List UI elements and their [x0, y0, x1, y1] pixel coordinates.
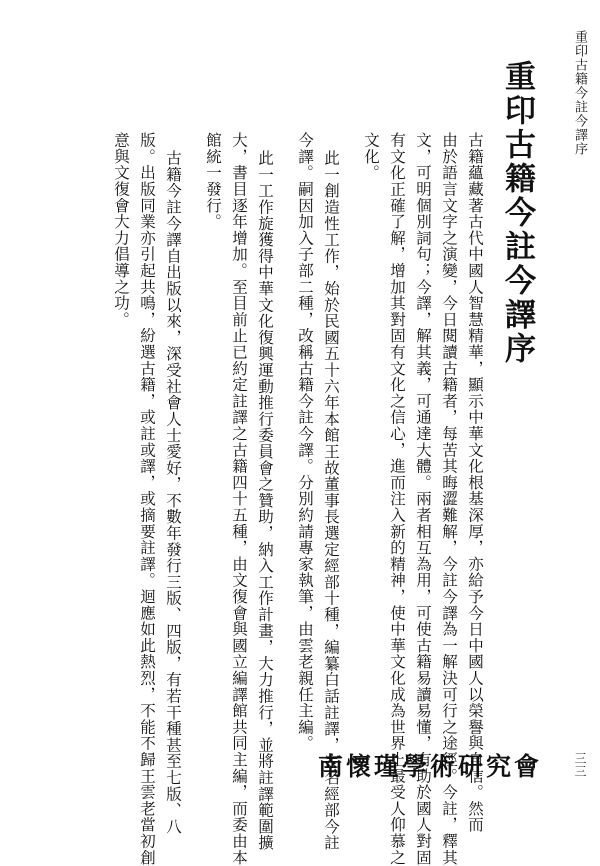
institute-seal: 南懷瑾學術研究會: [318, 752, 543, 781]
body-column-8: 此一工作旋獲得中華文化復興運動推行委員會之贊助，納入工作計畫，大力推行，並將註譯範圍擴: [256, 150, 274, 851]
body-column-13: 意與文復會大力倡導之功。: [112, 132, 130, 328]
body-column-1: 古籍蘊藏著古代中國人智慧精華，顯示中華文化根基深厚，亦給予今日中國人以榮譽與自信。然而: [466, 132, 484, 833]
body-column-6: 此一創造性工作，始於民國五十六年本館王故董事長選定經部十種，編纂白話註譯，定名經部今註: [322, 150, 340, 851]
page-number: 三三: [573, 752, 587, 778]
body-column-10: 館統一發行。: [204, 132, 222, 230]
body-column-11: 古籍今註今譯自出版以來，深受社會人士愛好，不數年發行三版、四版，有若干種甚至七版、八: [164, 150, 182, 835]
body-column-5: 文化。: [362, 132, 380, 181]
body-column-9: 大，書目逐年增加。至目前止已約定註譯之古籍四十五種，由文復會與國立編譯館共同主編，而委由本: [230, 132, 248, 866]
body-column-3: 文，可明個別詞句；今譯，解其義，可通達大體。兩者相互為用，可使古籍易讀易懂，有助於國人對固: [414, 132, 432, 866]
body-column-2: 由於語言文字之演變，今日閱讀古籍者，每苦其晦澀難解，今註今譯為一解決可行之途徑。今註，釋其: [440, 132, 458, 866]
body-column-4: 有文化正確了解，增加其對固有文化之信心，進而注入新的精神，使中華文化成為世界上最受人仰慕之: [388, 132, 406, 866]
running-head: 重印古籍今註今譯序: [572, 30, 587, 156]
preface-title: 重印古籍今註今譯序: [499, 60, 535, 366]
body-column-12: 版。出版同業亦引起共鳴，紛選古籍，或註或譯，或摘要註譯。迴應如此熱烈，不能不歸王雲老當初創: [138, 132, 156, 866]
body-column-7: 今譯。嗣因加入子部二種，改稱古籍今註今譯。分別約請專家執筆，由雲老親任主編。: [296, 132, 314, 752]
